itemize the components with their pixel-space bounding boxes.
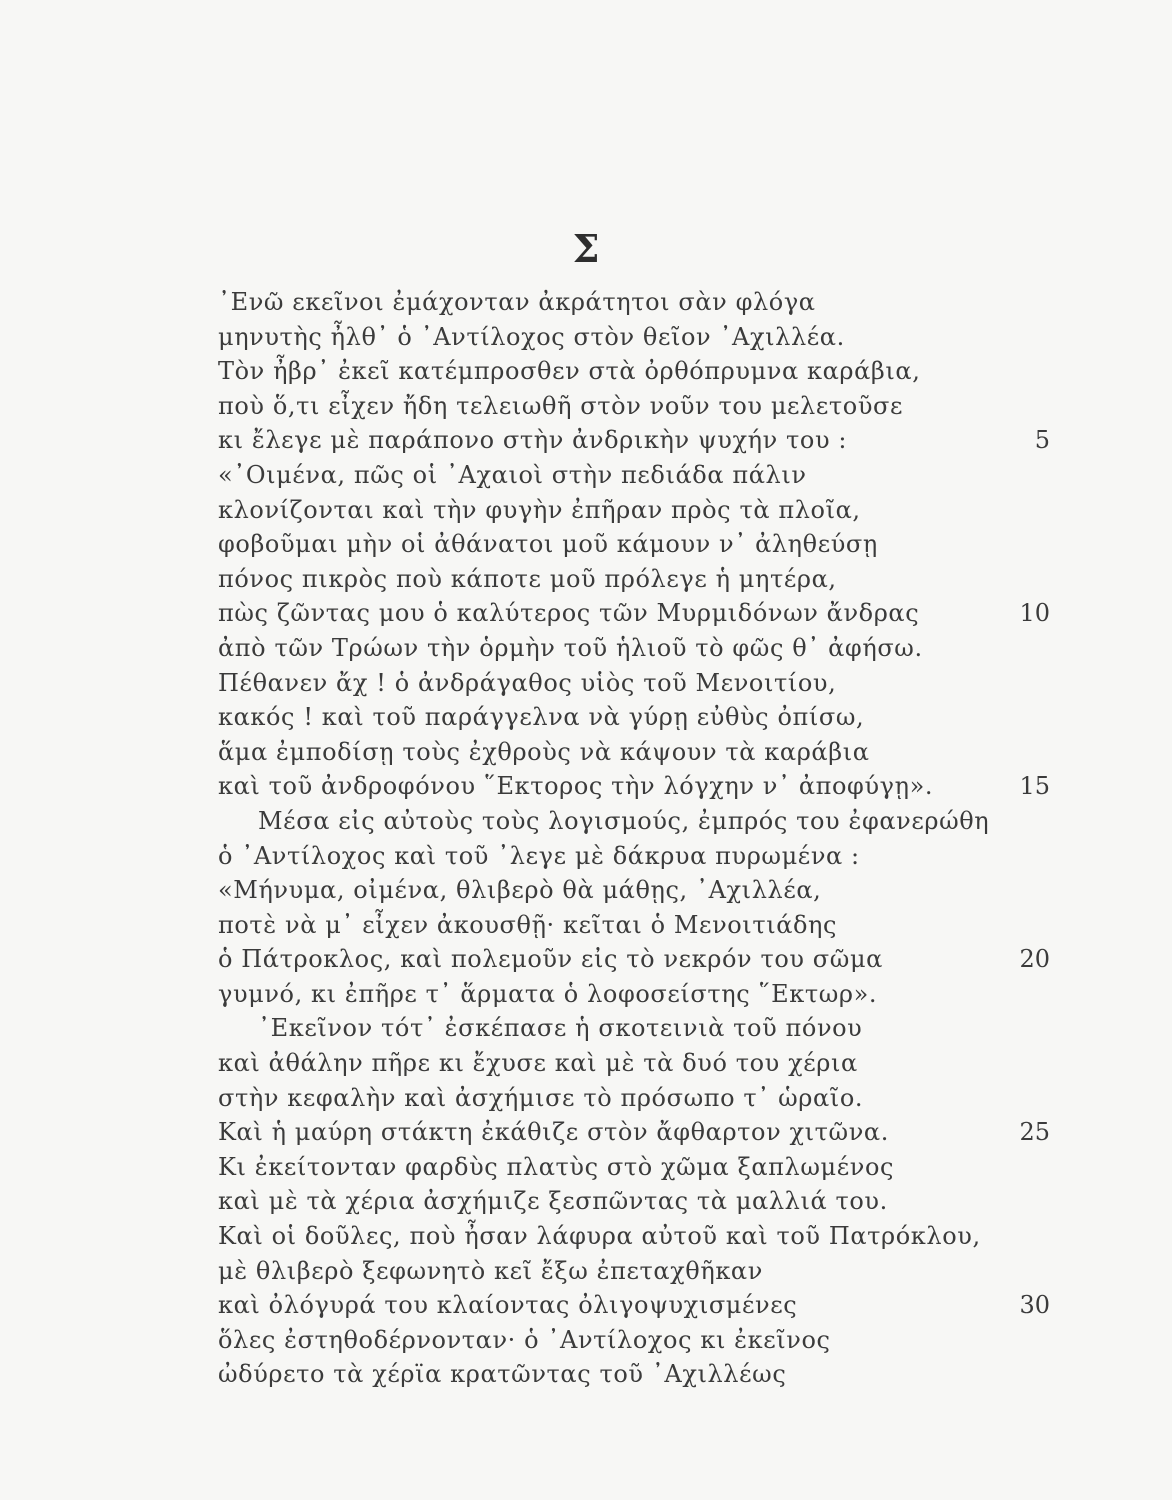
- verse-line: [0, 1184, 1172, 1219]
- verse-text: Κι ἐκείτονταν φαρδὺς πλατὺς στὸ χῶμα ξαπλωμένος: [218, 1152, 895, 1181]
- verse-text: καὶ μὲ τὰ χέρια ἀσχήμιζε ξεσπῶντας τὰ μαλλιά του.: [218, 1187, 888, 1216]
- verse-line: [0, 285, 1172, 320]
- verse-line: [0, 1323, 1172, 1358]
- verse-line: [0, 1046, 1172, 1081]
- verse-line: [0, 1115, 1172, 1150]
- verse-text: ἀπὸ τῶν Τρώων τὴν ὁρμὴν τοῦ ἡλιοῦ τὸ φῶς θ᾿ ἀφήσω.: [218, 633, 923, 662]
- verse-text: καὶ τοῦ ἀνδροφόνου ῞Εκτορος τὴν λόγχην ν᾿ ἀποφύγῃ».: [218, 772, 934, 801]
- verse-line: [0, 320, 1172, 355]
- verse-line: [0, 596, 1172, 631]
- verse-line: [0, 1011, 1172, 1046]
- verse-text: πὼς ζῶντας μου ὁ καλύτερος τῶν Μυρμιδόνων ἄνδρας: [218, 599, 920, 628]
- verse-line: [0, 908, 1172, 943]
- verse-text: «᾿Οιμένα, πῶς οἱ ᾿Αχαιοὶ στὴν πεδιάδα πάλιν: [218, 460, 807, 489]
- verse-line: [0, 839, 1172, 874]
- line-number: 5: [1034, 426, 1050, 455]
- verse-line: [0, 631, 1172, 666]
- verse-line: [0, 977, 1172, 1012]
- verse-text: ὅλες ἐστηθοδέρνονταν· ὁ ᾿Αντίλοχος κι ἐκεῖνος: [218, 1325, 831, 1354]
- verse-text: κακός ! καὶ τοῦ παράγγελνα νὰ γύρῃ εὐθὺς ὀπίσω,: [218, 703, 865, 732]
- verse-line: [0, 458, 1172, 493]
- verse-text: «Μήνυμα, οἰμένα, θλιβερὸ θὰ μάθῃς, ᾿Αχιλλέα,: [218, 876, 822, 905]
- verse-text: ὁ ᾿Αντίλοχος καὶ τοῦ ᾿λεγε μὲ δάκρυα πυρωμένα :: [218, 841, 860, 870]
- verse-text: Καὶ οἱ δοῦλες, ποὺ ἦσαν λάφυρα αὐτοῦ καὶ τοῦ Πατρόκλου,: [218, 1222, 981, 1251]
- verse-line: [0, 735, 1172, 770]
- verse-line: [0, 769, 1172, 804]
- verse-text: ἅμα ἐμποδίσῃ τοὺς ἐχθροὺς νὰ κάψουν τὰ καράβια: [218, 737, 870, 766]
- verse-line: [0, 562, 1172, 597]
- verse-text: καὶ ὀλόγυρά του κλαίοντας ὀλιγοψυχισμένες: [218, 1291, 798, 1320]
- verse-text: ᾿Εκεῖνον τότ᾿ ἐσκέπασε ἡ σκοτεινιὰ τοῦ πόνου: [258, 1014, 863, 1043]
- line-number: 25: [1019, 1118, 1050, 1147]
- verse-text: ᾿Ενῶ εκεῖνοι ἐμάχονταν ἀκράτητοι σὰν φλόγα: [218, 288, 816, 316]
- verse-text: ποτὲ νὰ μ᾿ εἶχεν ἀκουσθῇ· κεῖται ὁ Μενοιτιάδης: [218, 910, 838, 939]
- verse-text: καὶ ἀθάλην πῆρε κι ἔχυσε καὶ μὲ τὰ δυό του χέρια: [218, 1049, 858, 1078]
- verse-text: Μέσα εἰς αὐτοὺς τοὺς λογισμούς, ἐμπρός του ἐφανερώθη: [258, 806, 990, 835]
- verse-text: μὲ θλιβερὸ ξεφωνητὸ κεῖ ἔξω ἐπεταχθῆκαν: [218, 1256, 763, 1285]
- line-number: 20: [1019, 945, 1050, 974]
- verse-text: φοβοῦμαι μὴν οἱ ἀθάνατοι μοῦ κάμουν ν᾿ ἀληθεύσῃ: [218, 530, 878, 559]
- verse-text: ποὺ ὅ,τι εἶχεν ἤδη τελειωθῆ στὸν νοῦν του μελετοῦσε: [218, 391, 904, 420]
- verse-line: [0, 1357, 1172, 1392]
- verse-text: ὠδύρετο τὰ χέρϊα κρατῶντας τοῦ ᾿Αχιλλέως: [218, 1360, 787, 1389]
- verse-text: γυμνό, κι ἐπῆρε τ᾿ ἅρματα ὁ λοφοσείστης ῞Εκτωρ».: [218, 979, 878, 1008]
- verse-line: [0, 700, 1172, 735]
- verse-text: Καὶ ἡ μαύρη στάκτη ἐκάθιζε στὸν ἄφθαρτον χιτῶνα.: [218, 1118, 889, 1147]
- verse-line: [0, 423, 1172, 458]
- verse-line: [0, 527, 1172, 562]
- verse-line: [0, 389, 1172, 424]
- line-number: 15: [1019, 772, 1050, 801]
- verse-line: [0, 873, 1172, 908]
- verse-text: στὴν κεφαλὴν καὶ ἀσχήμισε τὸ πρόσωπο τ᾿ ὡραῖο.: [218, 1083, 864, 1112]
- verse-line: [0, 804, 1172, 839]
- line-number: 10: [1019, 599, 1050, 628]
- verse-line: [0, 1254, 1172, 1289]
- verse-text: Πέθανεν ἄχ ! ὁ ἀνδράγαθος υἱὸς τοῦ Μενοιτίου,: [218, 668, 837, 697]
- verse-line: [0, 1150, 1172, 1185]
- poem-body: [0, 285, 1172, 1392]
- verse-line: [0, 493, 1172, 528]
- verse-line: [0, 354, 1172, 389]
- verse-line: [0, 942, 1172, 977]
- verse-line: [0, 1219, 1172, 1254]
- verse-line: [0, 1288, 1172, 1323]
- verse-text: Τὸν ἦβρ᾿ ἐκεῖ κατέμπροσθεν στὰ ὀρθόπρυμνα καράβια,: [218, 357, 921, 386]
- verse-text: πόνος πικρὸς ποὺ κάποτε μοῦ πρόλεγε ἡ μητέρα,: [218, 564, 837, 593]
- verse-text: μηνυτὴς ἦλθ᾿ ὁ ᾿Αντίλοχος στὸν θεῖον ᾿Αχιλλέα.: [218, 322, 845, 351]
- verse-text: κλονίζονται καὶ τὴν φυγὴν ἐπῆραν πρὸς τὰ πλοῖα,: [218, 495, 861, 524]
- verse-line: [0, 1081, 1172, 1116]
- verse-text: κι ἔλεγε μὲ παράπονο στὴν ἀνδρικὴν ψυχήν του :: [218, 426, 848, 455]
- verse-line: [0, 666, 1172, 701]
- line-number: 30: [1019, 1291, 1050, 1320]
- verse-text: ὁ Πάτροκλος, καὶ πολεμοῦν εἰς τὸ νεκρόν του σῶμα: [218, 945, 883, 974]
- book-heading: Σ: [572, 226, 600, 271]
